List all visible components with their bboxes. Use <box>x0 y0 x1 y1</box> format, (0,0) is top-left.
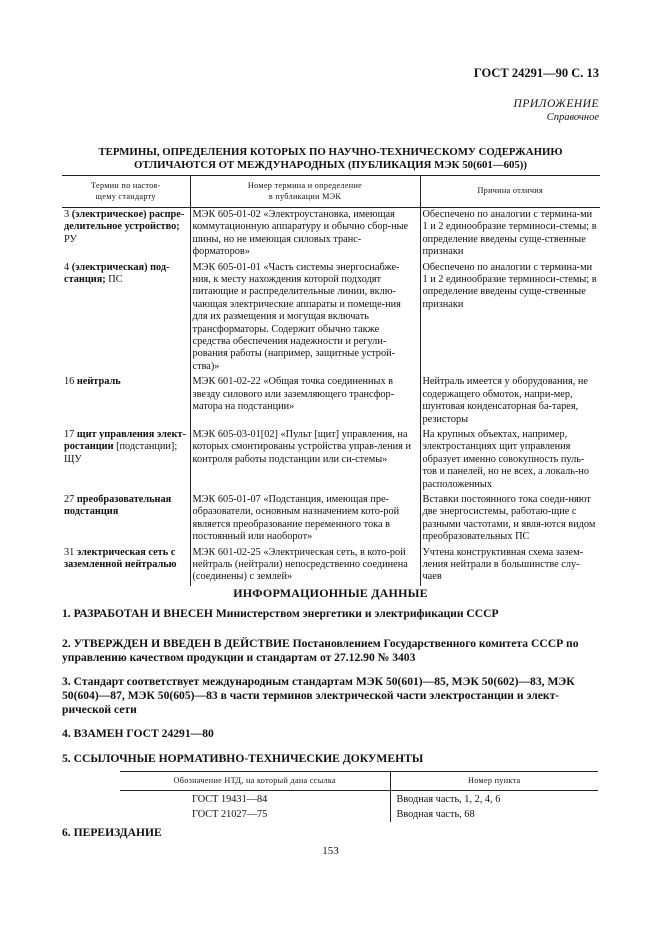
clause-cell: Вводная часть, 68 <box>390 806 598 821</box>
reason-cell: На крупных объектах, например, электростанциях щит управления образует именно совокупность пуль-тов и панелей, но не всех, а локаль-но расположенных <box>420 428 600 493</box>
table-row <box>62 261 600 376</box>
column-header-reason: Причина отличия <box>420 176 600 208</box>
table-row <box>120 806 598 821</box>
references-table <box>120 771 598 822</box>
column-header-iec-definition: Номер термина и определение в публикации МЭК <box>190 176 420 208</box>
references-table-header <box>120 772 598 791</box>
terms-table <box>62 175 600 586</box>
term-cell: 17 щит управления элект-ростанции [подстанции]; ЩУ <box>64 428 186 465</box>
info-item-6: 6. ПЕРЕИЗДАНИЕ <box>62 826 162 839</box>
table-row <box>62 208 600 261</box>
section-title-line1: ТЕРМИНЫ, ОПРЕДЕЛЕНИЯ КОТОРЫХ ПО НАУЧНО-ТЕХНИЧЕСКОМУ СОДЕРЖАНИЮ <box>98 146 563 158</box>
appendix-title: ПРИЛОЖЕНИЕ <box>513 98 599 110</box>
appendix-label <box>514 98 599 124</box>
table-row <box>62 493 600 546</box>
section-title <box>62 146 599 171</box>
column-header-clause: Номер пункта <box>390 772 598 791</box>
term-cell: 31 электрическая сеть с заземленной нейтралью <box>64 546 177 570</box>
definition-cell: МЭК 605-01-02 «Электроустановка, имеющая коммутационную аппаратуру и обычно сбор-ные шины, но не имеющая силовых транс-форматоров» <box>190 208 420 261</box>
reason-cell: Нейтраль имеется у оборудования, не содержащего обмоток, напри-мер, шунтовая конденсаторная ба-тарея, резисторы <box>420 375 600 428</box>
info-item-4: 4. ВЗАМЕН ГОСТ 24291—80 <box>62 727 214 740</box>
definition-cell: МЭК 601-02-25 «Электрическая сеть, в кото-рой нейтраль (нейтрали) непосредственно соединена (соединены) с землей» <box>190 546 420 586</box>
terms-table-header <box>62 176 600 208</box>
term-cell: 4 (электрическая) под-станция; ПС <box>64 261 170 286</box>
table-row <box>62 428 600 493</box>
reason-cell: Обеспечено по аналогии с термина-ми 1 и 2 единообразие терминоси-стемы; в определение введены суще-ственные признаки <box>420 261 600 376</box>
document-cell: ГОСТ 21027—75 <box>192 809 268 821</box>
term-cell: 16 нейтраль <box>64 376 121 388</box>
section-title-line2: ОТЛИЧАЮТСЯ ОТ МЕЖДУНАРОДНЫХ (ПУБЛИКАЦИЯ МЭК 50(601—605)) <box>134 158 527 171</box>
term-cell: 27 преобразовательная подстанция <box>64 493 172 518</box>
table-row <box>62 546 600 586</box>
reason-cell: Обеспечено по аналогии с термина-ми 1 и 2 единообразие терминоси-стемы; в определение введены суще-ственные признаки <box>420 208 600 261</box>
definition-cell: МЭК 601-02-22 «Общая точка соединенных в звезду силового или заземляющего трансфор-матора на подстанции» <box>190 375 420 428</box>
definition-cell: МЭК 605-01-01 «Часть системы энергоснабже-ния, к месту нахождения которой подходят питающие и распределительные линии, вклю-чающая электрические аппараты и помеще-ния для их размещения и могущая включать трансформаторы. Содержит обычно также средства обеспечения надежности и регули-рования работы (например, защитные устрой-ства)» <box>190 261 420 376</box>
definition-cell: МЭК 605-03-01[02] «Пульт [щит] управления, на которых смонтированы устройства управ-ления и контроля работы подстанции или си-стемы» <box>190 428 420 493</box>
term-cell: 3 (электрическое) распре-делительное устройство; РУ <box>64 209 185 245</box>
table-row <box>62 375 600 428</box>
appendix-subtitle: Справочное <box>546 112 599 123</box>
page-number: 153 <box>322 845 339 857</box>
reason-cell: Учтена конструктивная схема зазем-ления нейтрали в большинстве слу-чаев <box>420 546 600 586</box>
definition-cell: МЭК 605-01-07 «Подстанция, имеющая пре-образователи, основным назначением кото-рой является преобразование переменного тока в постоянный или наоборот» <box>190 493 420 546</box>
reason-cell: Вставки постоянного тока соеди-няют две энергосистемы, работаю-щие с разными частотами, и явля-ются видом преобразовательных ПС <box>420 493 600 546</box>
table-row <box>120 791 598 807</box>
document-cell: ГОСТ 19431—84 <box>192 794 268 805</box>
column-header-term: Термин по настоя- щему стандарту <box>62 176 190 208</box>
page-header: ГОСТ 24291—90 С. 13 <box>473 66 599 80</box>
column-header-document: Обозначение НТД, на который дана ссылка <box>120 772 390 791</box>
info-item-3: 3. Стандарт соответствует международным стандартам МЭК 50(601)—85, МЭК 50(602)—83, МЭК 50(604)—87, МЭК 50(605)—83 в части терминов электрической части электростанции и элект-рической сети <box>62 675 575 717</box>
info-section-title: ИНФОРМАЦИОННЫЕ ДАННЫЕ <box>233 586 428 600</box>
clause-cell: Вводная часть, 1, 2, 4, 6 <box>390 791 598 807</box>
info-item-5: 5. ССЫЛОЧНЫЕ НОРМАТИВНО-ТЕХНИЧЕСКИЕ ДОКУМЕНТЫ <box>62 752 424 765</box>
info-item-1: 1. РАЗРАБОТАН И ВНЕСЕН Министерством энергетики и электрификации СССР <box>62 607 499 620</box>
info-item-2: 2. УТВЕРЖДЕН И ВВЕДЕН В ДЕЙСТВИЕ Постановлением Государственного комитета СССР по управлению качеством продукции и стандартам от 27.12.90 № 3403 <box>62 637 579 665</box>
